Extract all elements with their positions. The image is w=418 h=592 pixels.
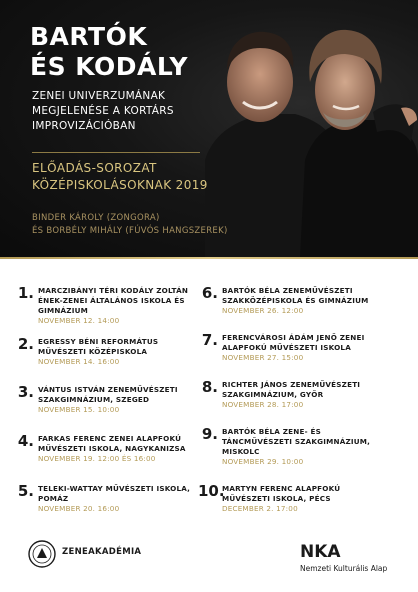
event-number: 9. — [201, 425, 218, 443]
event-venue: FERENCVÁROSI ÁDÁM JENŐ ZENEI — [222, 333, 365, 342]
event-date: NOVEMBER 27. 15:00 — [222, 353, 304, 362]
event-venue: RICHTER JÁNOS ZENEMŰVÉSZETI — [222, 380, 361, 389]
nka-logo: NKA — [300, 542, 341, 562]
event-venue: MARTYN FERENC ALAPFOKÚ — [222, 484, 341, 493]
event-number: 2. — [17, 335, 34, 353]
event-venue: FARKAS FERENC ZENEI ALAPFOKÚ — [38, 434, 182, 443]
event-date: NOVEMBER 14. 16:00 — [38, 357, 120, 366]
series-line: ELŐADÁS-SOROZAT — [32, 161, 157, 175]
event-date: NOVEMBER 15. 10:00 — [38, 405, 120, 414]
event-number: 10. — [198, 482, 225, 500]
event-number: 5. — [17, 482, 34, 500]
zeneakademia-seal-icon — [28, 540, 56, 568]
performer-line: ÉS BORBÉLY MIHÁLY (FÚVÓS HANGSZEREK) — [32, 226, 228, 236]
event-venue: MISKOLC — [222, 447, 260, 456]
poster-subtitle — [32, 89, 174, 134]
event-venue: SZAKKÖZÉPISKOLA ÉS GIMNÁZIUM — [222, 296, 369, 305]
footer — [0, 530, 418, 592]
subtitle-line: ZENEI UNIVERZUMÁNAK — [32, 90, 166, 102]
event-venue: MŰVÉSZETI ISKOLA, PÉCS — [222, 494, 331, 503]
event-date: DECEMBER 2. 17:00 — [222, 504, 298, 513]
event-venue: SZAKGIMNÁZIUM, SZEGED — [38, 395, 150, 404]
event-venue: GIMNÁZIUM — [38, 306, 88, 315]
event-venue: TÁNCMŰVÉSZETI SZAKGIMNÁZIUM, — [222, 437, 371, 446]
event-venue: MŰVÉSZETI KÖZÉPISKOLA — [38, 347, 148, 356]
event-venue: ÉNEK-ZENEI ÁLTALÁNOS ISKOLA ÉS — [38, 296, 185, 305]
event-number: 1. — [17, 284, 34, 302]
event-number: 6. — [201, 284, 218, 302]
subtitle-line: IMPROVIZÁCIÓBAN — [32, 120, 136, 132]
title-line: BARTÓK — [30, 22, 148, 51]
hero-banner — [0, 0, 418, 257]
event-venue: SZAKGIMNÁZIUM, GYŐR — [222, 390, 324, 399]
event-venue: EGRESSY BÉNI REFORMÁTUS — [38, 337, 159, 346]
subtitle-line: MEGJELENÉSE A KORTÁRS — [32, 105, 174, 117]
event-venue: POMÁZ — [38, 494, 69, 503]
musicians-photo — [205, 10, 418, 257]
event-venue: ALAPFOKÚ MŰVÉSZETI ISKOLA — [222, 343, 351, 352]
event-venue: BARTÓK BÉLA ZENE- ÉS — [222, 427, 321, 436]
performers — [32, 212, 228, 238]
divider — [32, 152, 200, 153]
series-line: KÖZÉPISKOLÁSOKNAK 2019 — [32, 178, 208, 192]
event-venue: MARCZIBÁNYI TÉRI KODÁLY ZOLTÁN — [38, 286, 189, 295]
event-date: NOVEMBER 12. 14:00 — [38, 316, 120, 325]
zeneakademia-logo-text: ZENEAKADÉMIA — [62, 547, 142, 557]
event-list — [0, 270, 418, 520]
event-date: NOVEMBER 26. 12:00 — [222, 306, 304, 315]
event-date: NOVEMBER 19. 12:00 ÉS 16:00 — [38, 454, 156, 463]
performer-line: BINDER KÁROLY (ZONGORA) — [32, 213, 160, 223]
event-number: 7. — [201, 331, 218, 349]
event-venue: MŰVÉSZETI ISKOLA, NAGYKANIZSA — [38, 444, 186, 453]
event-venue: VÁNTUS ISTVÁN ZENEMŰVÉSZETI — [38, 385, 178, 394]
event-venue: BARTÓK BÉLA ZENEMŰVÉSZETI — [222, 286, 353, 295]
series-heading — [32, 160, 208, 194]
title-line: ÉS KODÁLY — [30, 52, 189, 81]
event-date: NOVEMBER 28. 17:00 — [222, 400, 304, 409]
event-date: NOVEMBER 29. 10:00 — [222, 457, 304, 466]
event-number: 8. — [201, 378, 218, 396]
event-date: NOVEMBER 20. 16:00 — [38, 504, 120, 513]
nka-name: Nemzeti Kulturális Alap — [300, 564, 388, 573]
poster-title — [30, 22, 188, 82]
event-number: 3. — [17, 383, 34, 401]
gold-divider — [0, 257, 418, 259]
event-venue: TELEKI-WATTAY MŰVÉSZETI ISKOLA, — [38, 484, 191, 493]
event-number: 4. — [17, 432, 34, 450]
